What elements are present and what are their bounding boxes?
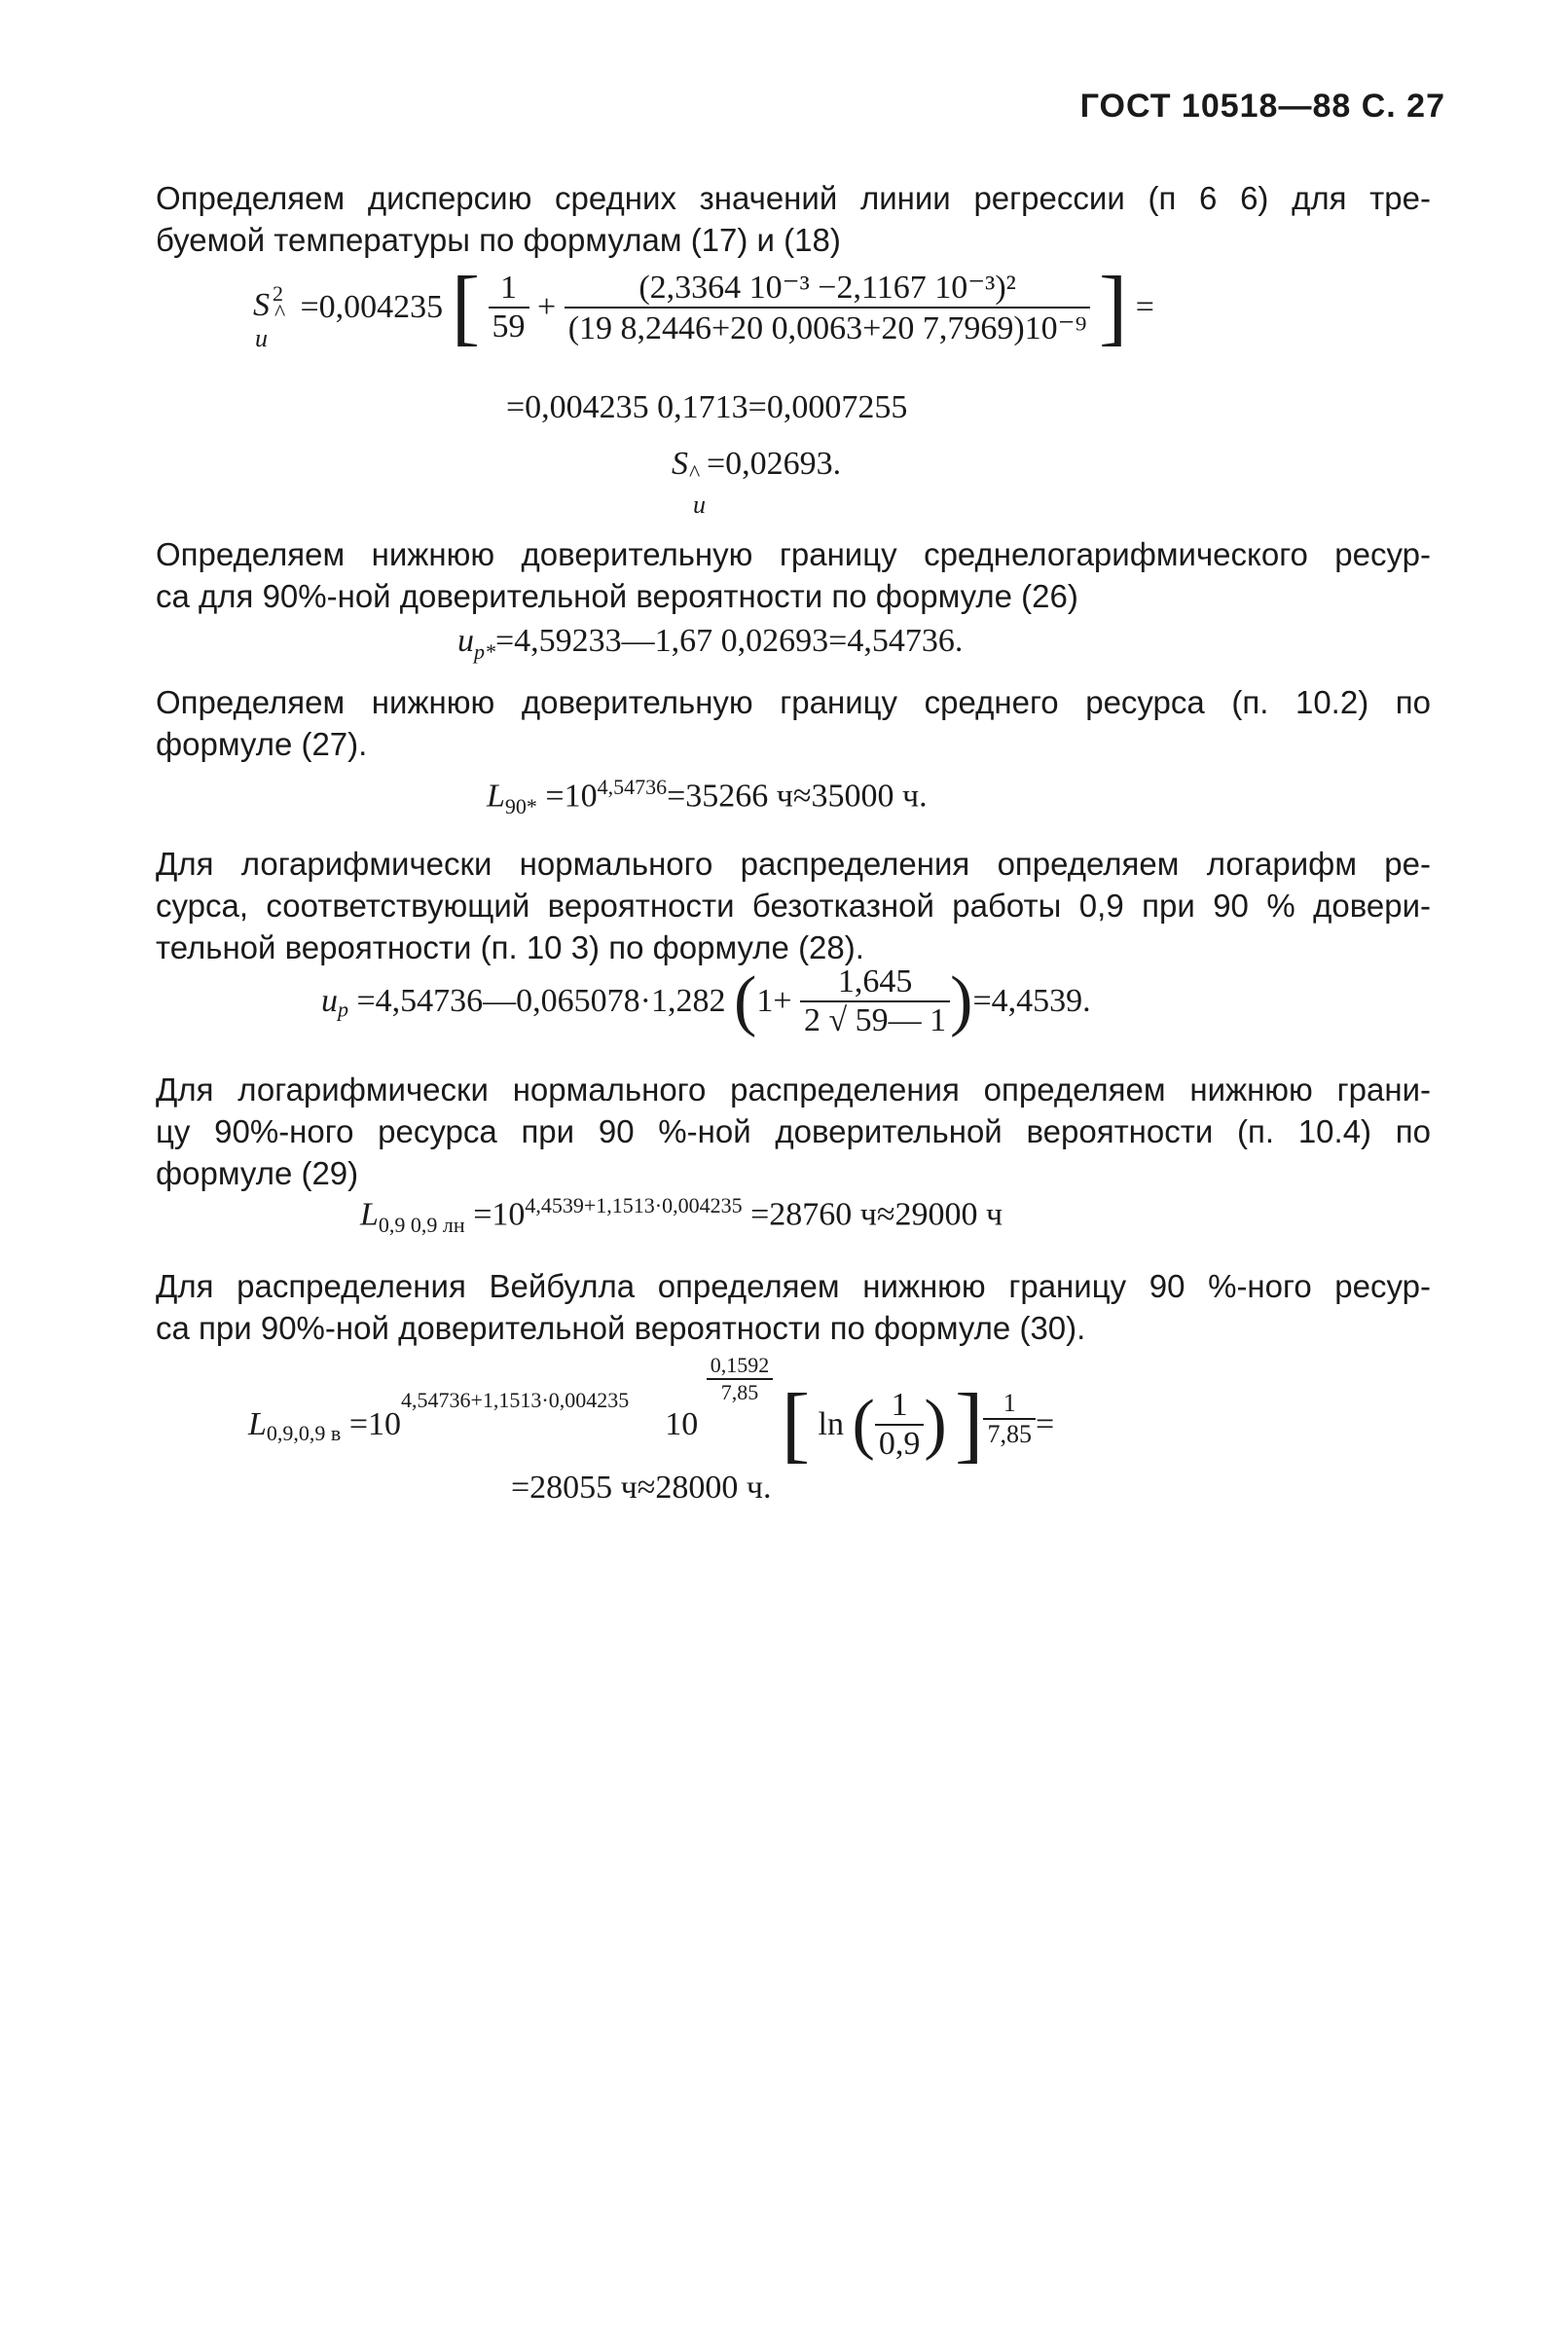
paragraph-1-line-1: Определяем дисперсию средних значений линии регрессии (п 6 6) для тре- bbox=[156, 180, 1431, 216]
formula-variance-lhs: S 2 u ^ bbox=[253, 280, 286, 352]
paragraph-4: Для логарифмически нормального распределения определяем логарифм ре- сурса, соответствующий вероятности безотказной работы 0,9 при 90 % довери- тельной вероятности (п. 10 3) по формуле (28). bbox=[156, 846, 1431, 965]
paragraph-2: Определяем нижнюю доверительную границу среднелогарифмического ресур- са для 90%-ной доверительной вероятности по формуле (26) bbox=[156, 536, 1431, 614]
formula-L90: $L_{90*} =10^{4,54736}=35266$ ч≈35000 ч. bbox=[487, 775, 928, 819]
paragraph-5: Для логарифмически нормального распределения определяем нижнюю грани- цу 90%-ного ресурса при 90 %-ной доверительной вероятности (п. 10.4) по формуле (29) bbox=[156, 1072, 1431, 1191]
formula-variance: S 2 u ^ =0,004235 [ $\frac{1}{59}$ + $\frac{\text{(2,3364 10⁻³ −2,1167 10⁻³)²}}{\text{(19 8,2446+20 0,0063+20 7,7969)10⁻⁹}}$ ] = bbox=[253, 260, 1154, 354]
formula-std-dev: S ^ u =0,02693. bbox=[672, 446, 842, 519]
exponent-fraction: $\frac{0,1592}{7,85}$ bbox=[707, 1353, 774, 1405]
page-header: ГОСТ 10518—88 С. 27 bbox=[1079, 88, 1445, 125]
paragraph-6: Для распределения Вейбулла определяем нижнюю границу 90 %-ного ресур- са при 90%-ной доверительной вероятности по формуле (30). bbox=[156, 1268, 1431, 1346]
paragraph-1-line-2: буемой температуры по формулам (17) и (18) bbox=[156, 222, 841, 258]
paragraph-3: Определяем нижнюю доверительную границу среднего ресурса (п. 10.2) по формуле (27). bbox=[156, 684, 1431, 762]
formula-L-lognormal: $L_{0,9 0,9 лн} =10^{4,4539+1,1513\cdot 0,004235} =28760$ ч≈29000 ч bbox=[360, 1193, 1003, 1238]
formula-L-weibull: $L_{0,9,0,9 в} =10^{4,54736+1,1513\cdot 0,004235}$ 10 $\frac{0,1592}{7,85}$ [ ln ( $\frac{1}{0,9}$ ) ] $\frac{1}{7,85}$ = bbox=[248, 1353, 1055, 1472]
fraction-1-over-09: $\frac{1}{0,9}$ bbox=[875, 1387, 925, 1463]
fraction-1-over-59: $\frac{1}{59}$ bbox=[489, 270, 529, 345]
fraction-regression-term: $\frac{\text{(2,3364 10⁻³ −2,1167 10⁻³)²}}{\text{(19 8,2446+20 0,0063+20 7,7969)10⁻⁹}}$ bbox=[565, 268, 1091, 347]
formula-variance-coef: =0,004235 bbox=[300, 289, 444, 325]
formula-weibull-result: =28055 ч≈28000 ч. bbox=[511, 1470, 772, 1506]
fraction-1645: $\frac{1,645}{2 √ 59— 1}$ bbox=[800, 963, 950, 1039]
formula-up: $u_p$ =4,54736—0,065078·1,282 (1+ $\frac{1,645}{2 √ 59— 1}$ )=4,4539. bbox=[321, 963, 1091, 1038]
paragraph-1 bbox=[156, 177, 1431, 261]
formula-variance-value: =0,004235 0,1713=0,0007255 bbox=[506, 389, 908, 425]
power-fraction: $\frac{1}{7,85}$ bbox=[983, 1389, 1036, 1449]
formula-lower-bound-log: $u_{p*}=4,59233—1,67$ 0,02693=4,54736. bbox=[457, 623, 964, 664]
